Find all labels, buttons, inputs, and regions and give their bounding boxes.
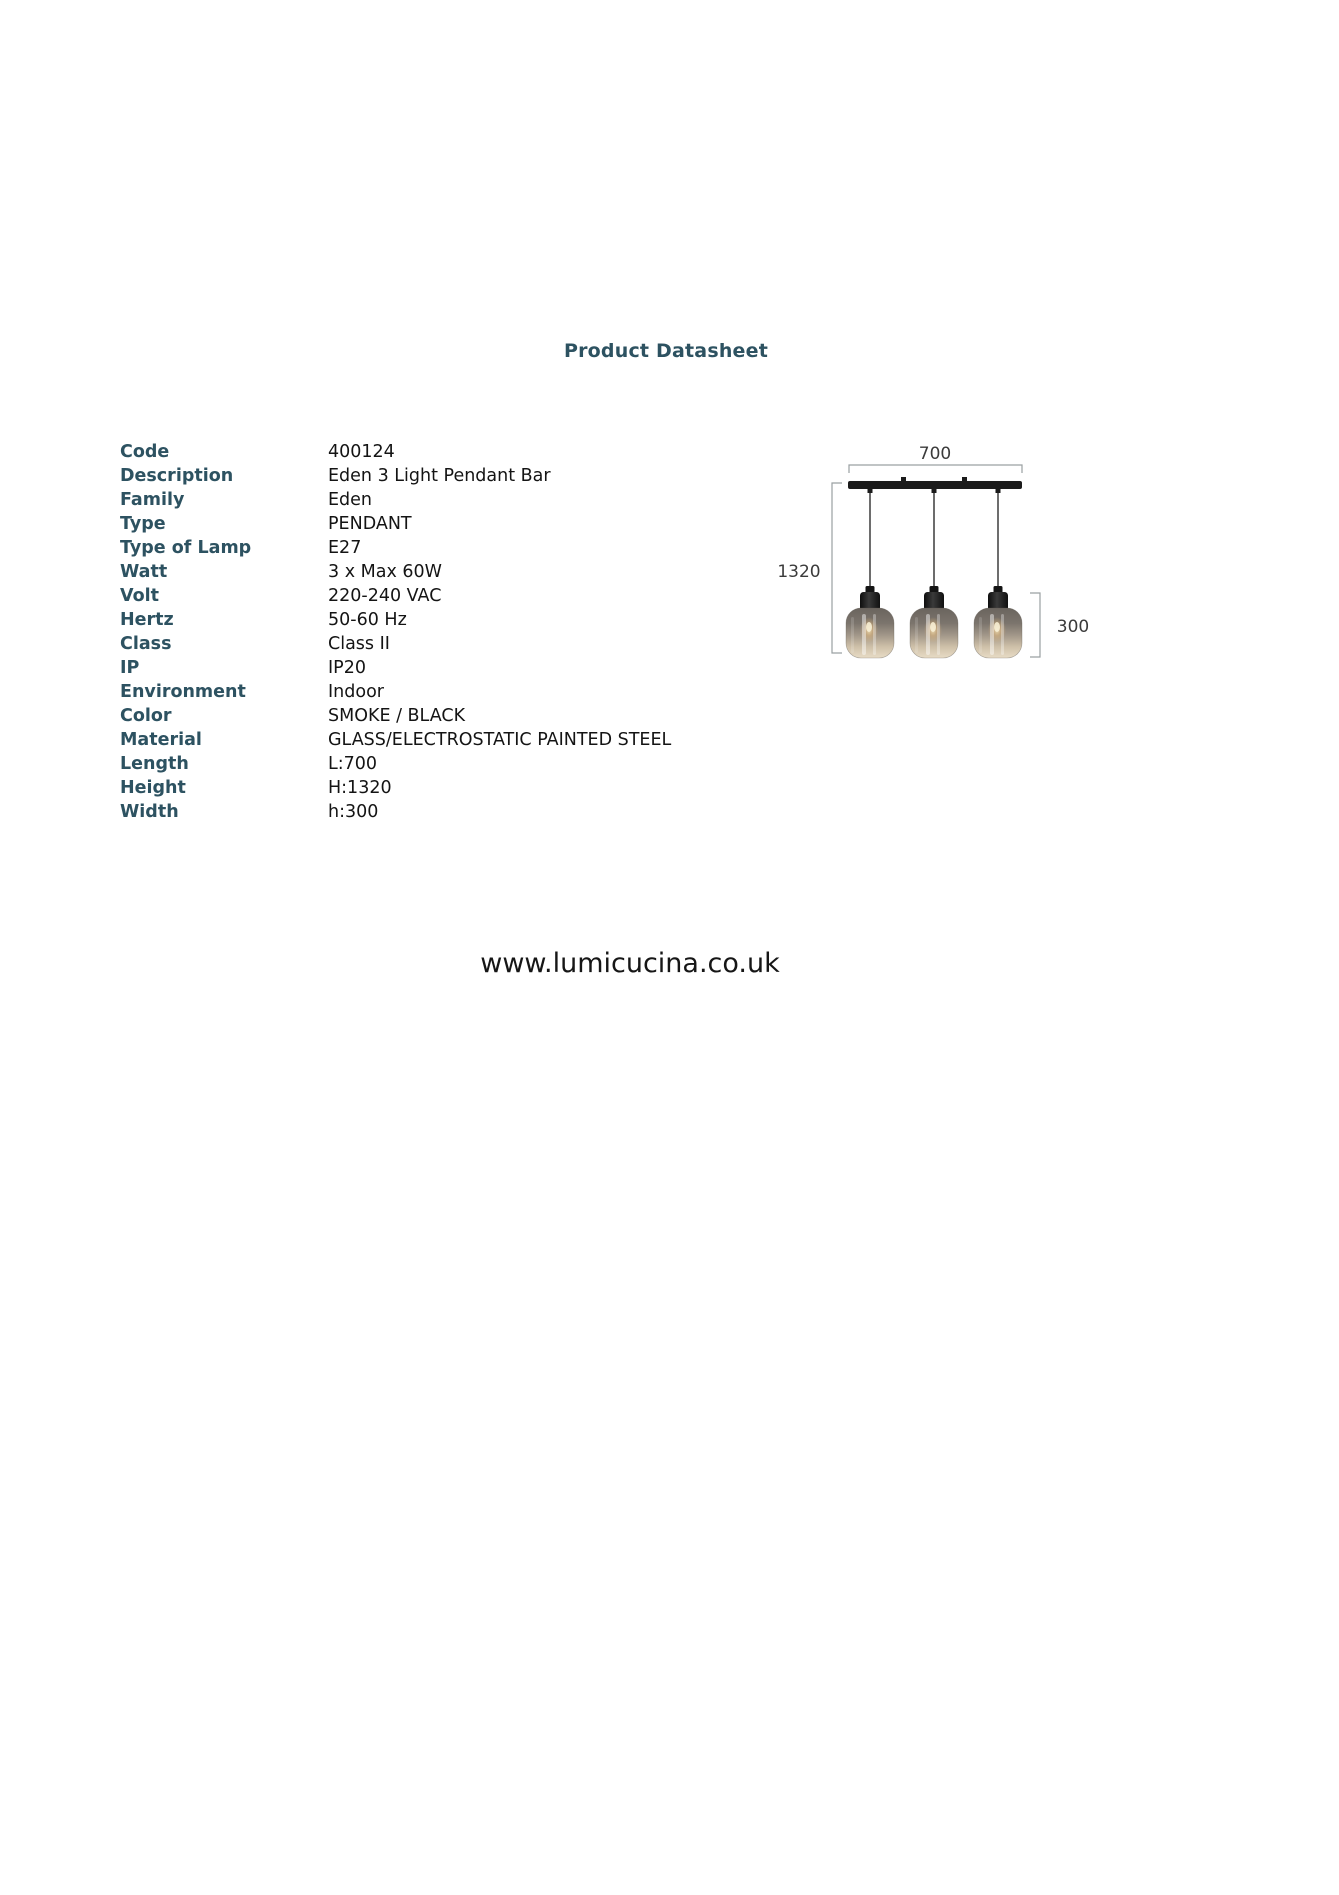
- spec-value: Class II: [328, 634, 390, 654]
- spec-label: Width: [120, 802, 179, 822]
- spec-row: [120, 704, 671, 728]
- product-diagram: [770, 430, 1110, 670]
- spec-row: [120, 488, 671, 512]
- dimension-shade-label: 300: [1056, 617, 1090, 637]
- spec-row: [120, 584, 671, 608]
- pendant-light-2: [910, 488, 958, 658]
- spec-value: SMOKE / BLACK: [328, 706, 466, 726]
- dimension-shade-line: [1030, 593, 1040, 657]
- spec-label: Length: [120, 754, 189, 774]
- bar-screw: [901, 477, 906, 481]
- dimension-width-label: 700: [918, 444, 952, 464]
- spec-value: H:1320: [328, 778, 392, 798]
- spec-label: Material: [120, 730, 202, 750]
- dimension-height-label: 1320: [777, 562, 821, 582]
- pendant-light-1: [846, 488, 894, 658]
- spec-value: 400124: [328, 442, 395, 462]
- spec-row: [120, 800, 671, 824]
- spec-label: Volt: [120, 586, 159, 606]
- spec-value: GLASS/ELECTROSTATIC PAINTED STEEL: [328, 730, 672, 750]
- spec-label: Code: [120, 442, 170, 462]
- spec-value: PENDANT: [328, 514, 412, 534]
- pendant-light-3: [974, 488, 1022, 658]
- dimension-height-line: [832, 483, 842, 653]
- spec-value: Indoor: [328, 682, 384, 702]
- spec-row: [120, 440, 671, 464]
- spec-label: Class: [120, 634, 172, 654]
- spec-label: Color: [120, 706, 172, 726]
- spec-label: Watt: [120, 562, 168, 582]
- pendant-diagram-svg: [770, 430, 1110, 670]
- bar-screw: [962, 477, 967, 481]
- spec-row: [120, 656, 671, 680]
- spec-label: Family: [120, 490, 185, 510]
- page-title: Product Datasheet: [563, 340, 769, 362]
- spec-label: Type of Lamp: [120, 538, 252, 558]
- ceiling-bar: [848, 481, 1022, 489]
- spec-label: Environment: [120, 682, 246, 702]
- spec-row: [120, 608, 671, 632]
- spec-row: [120, 512, 671, 536]
- spec-value: IP20: [328, 658, 366, 678]
- spec-label: Type: [120, 514, 166, 534]
- spec-row: [120, 776, 671, 800]
- dimension-width-line: [849, 465, 1022, 473]
- spec-value: L:700: [328, 754, 378, 774]
- spec-value: Eden: [328, 490, 373, 510]
- spec-row: [120, 728, 671, 752]
- spec-row: [120, 560, 671, 584]
- spec-value: 3 x Max 60W: [328, 562, 442, 582]
- spec-label: Hertz: [120, 610, 174, 630]
- spec-row: [120, 680, 671, 704]
- spec-value: Eden 3 Light Pendant Bar: [328, 466, 551, 486]
- website-url: www.lumicucina.co.uk: [480, 948, 780, 979]
- spec-table: [120, 440, 671, 824]
- spec-row: [120, 752, 671, 776]
- spec-row: [120, 632, 671, 656]
- spec-label: IP: [120, 658, 140, 678]
- spec-row: [120, 464, 671, 488]
- spec-value: E27: [328, 538, 362, 558]
- spec-label: Description: [120, 466, 234, 486]
- spec-label: Height: [120, 778, 186, 798]
- spec-value: 220-240 VAC: [328, 586, 442, 606]
- spec-value: h:300: [328, 802, 379, 822]
- spec-row: [120, 536, 671, 560]
- spec-value: 50-60 Hz: [328, 610, 407, 630]
